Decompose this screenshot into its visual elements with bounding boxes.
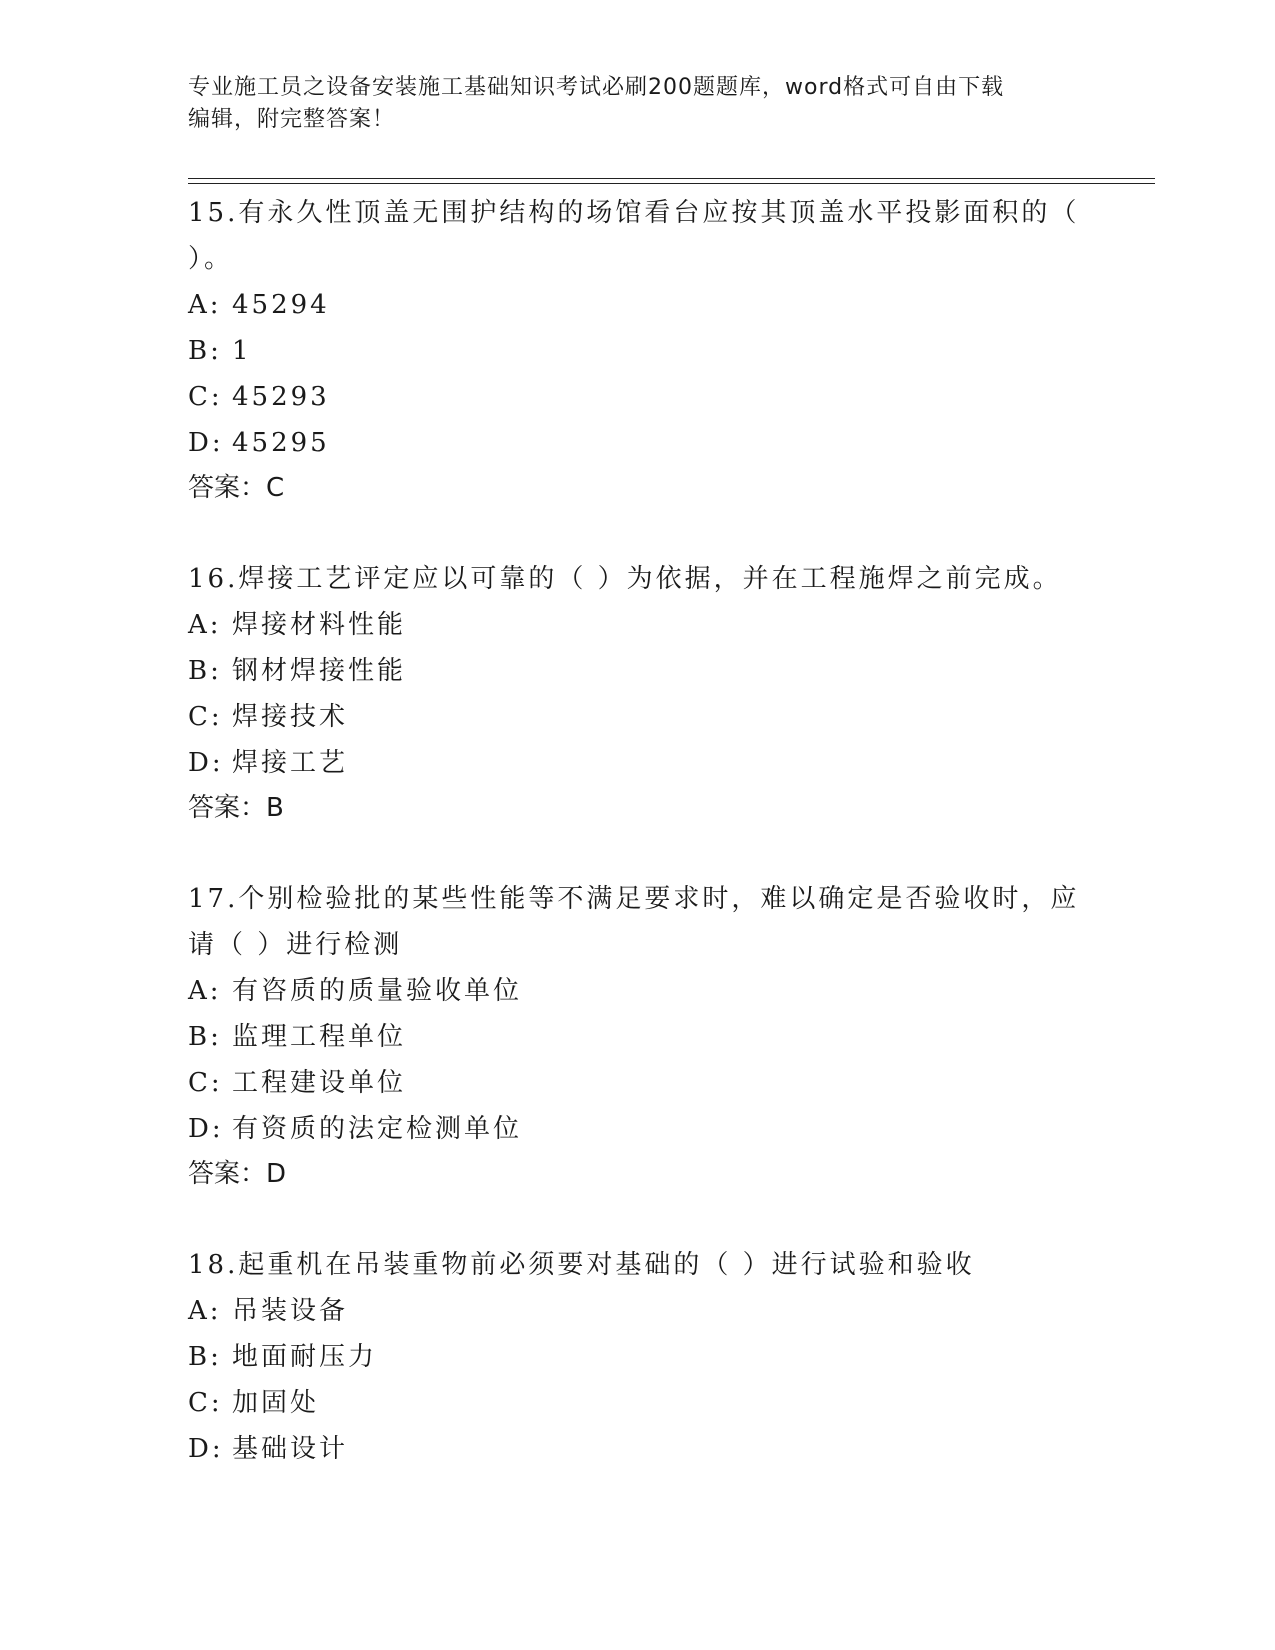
option-a [188, 282, 1088, 328]
option-key: C: [188, 1068, 223, 1098]
option-text: 有咨质的质量验收单位 [232, 976, 523, 1006]
option-key: B: [188, 336, 222, 366]
question-stem-line: 请（ ）进行检测 [188, 930, 403, 960]
option-a [188, 602, 1088, 648]
answer-label: 答案： [188, 1159, 267, 1189]
option-key: B: [188, 1342, 222, 1372]
option-key: A: [188, 610, 222, 640]
option-key: C: [188, 1388, 223, 1418]
option-text: 1 [232, 336, 252, 366]
option-key: A: [188, 976, 222, 1006]
answer-line [188, 1152, 1088, 1196]
option-key: B: [188, 1022, 222, 1052]
answer-value: B [266, 793, 284, 823]
option-key: B: [188, 656, 222, 686]
option-text: 焊接材料性能 [232, 610, 407, 640]
question-stem-line: 18.起重机在吊装重物前必须要对基础的（ ）进行试验和验收 [188, 1250, 975, 1280]
header-divider-top [188, 178, 1155, 179]
option-text: 钢材焊接性能 [232, 656, 407, 686]
option-text: 监理工程单位 [232, 1022, 407, 1052]
option-text: 吊装设备 [232, 1296, 349, 1326]
option-text: 45293 [232, 382, 330, 412]
answer-line [188, 786, 1088, 830]
header-line-1: 专业施工员之设备安装施工基础知识考试必刷200题题库，word格式可自由下载 [188, 75, 1005, 100]
question-stem-line: 16.焊接工艺评定应以可靠的（ ）为依据，并在工程施焊之前完成。 [188, 564, 1062, 594]
option-key: C: [188, 382, 223, 412]
question-18 [188, 1242, 1088, 1472]
option-key: D: [188, 1114, 224, 1144]
option-b [188, 1014, 1088, 1060]
option-c [188, 1380, 1088, 1426]
question-15 [188, 190, 1088, 510]
answer-value: D [266, 1159, 287, 1189]
option-a [188, 968, 1088, 1014]
option-key: D: [188, 1434, 224, 1464]
option-text: 地面耐压力 [232, 1342, 378, 1372]
option-text: 45295 [232, 428, 330, 458]
option-key: D: [188, 748, 224, 778]
option-key: A: [188, 290, 222, 320]
answer-label: 答案： [188, 473, 267, 503]
question-list [188, 190, 1088, 1518]
answer-label: 答案： [188, 793, 267, 823]
option-c [188, 374, 1088, 420]
option-b [188, 328, 1088, 374]
answer-line [188, 466, 1088, 510]
option-text: 45294 [232, 290, 330, 320]
option-d [188, 1426, 1088, 1472]
option-text: 焊接技术 [232, 702, 349, 732]
option-c [188, 694, 1088, 740]
option-text: 有资质的法定检测单位 [232, 1114, 523, 1144]
question-stem-line: 15.有永久性顶盖无围护结构的场馆看台应按其顶盖水平投影面积的（ [188, 198, 1080, 228]
option-b [188, 648, 1088, 694]
header-divider-bottom [188, 183, 1155, 184]
option-b [188, 1334, 1088, 1380]
option-text: 工程建设单位 [232, 1068, 407, 1098]
answer-value: C [266, 473, 285, 503]
option-a [188, 1288, 1088, 1334]
question-17 [188, 876, 1088, 1196]
option-d [188, 1106, 1088, 1152]
question-stem-line: 17.个别检验批的某些性能等不满足要求时，难以确定是否验收时，应 [188, 884, 1080, 914]
question-stem-line: ）。 [188, 244, 234, 274]
option-key: D: [188, 428, 224, 458]
option-key: C: [188, 702, 223, 732]
question-16 [188, 556, 1088, 830]
option-text: 基础设计 [232, 1434, 349, 1464]
option-text: 加固处 [232, 1388, 320, 1418]
option-text: 焊接工艺 [232, 748, 349, 778]
header-line-2: 编辑，附完整答案！ [188, 107, 396, 132]
option-c [188, 1060, 1088, 1106]
document-header [188, 72, 1088, 136]
option-d [188, 740, 1088, 786]
option-d [188, 420, 1088, 466]
option-key: A: [188, 1296, 222, 1326]
